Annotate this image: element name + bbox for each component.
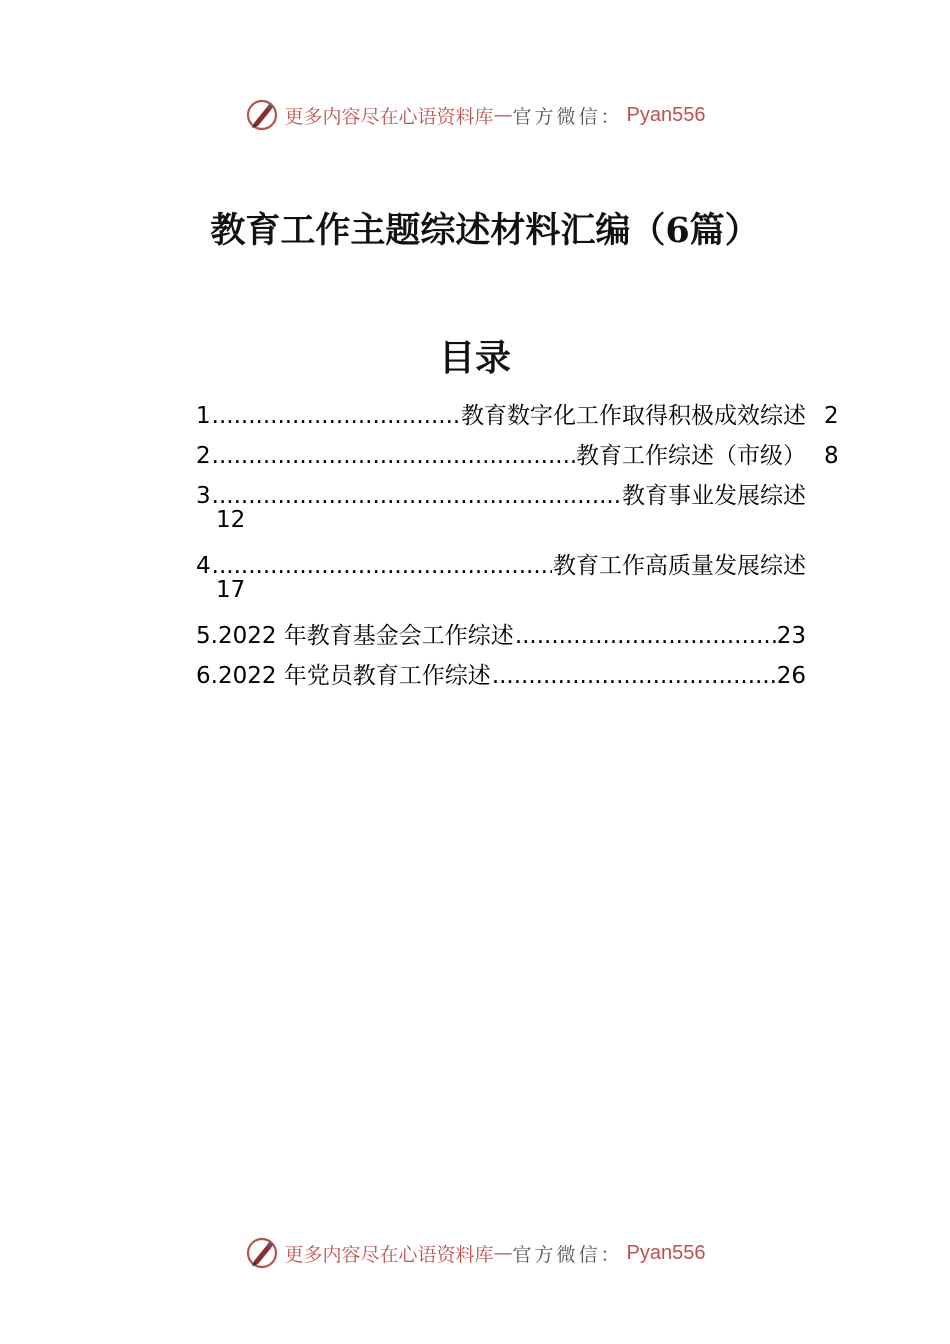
- toc-leader-dots: [212, 478, 621, 514]
- table-of-contents: [196, 398, 839, 698]
- toc-entry-title: 教育事业发展综述: [622, 483, 806, 509]
- toc-entry-number: 2: [196, 443, 211, 469]
- pen-logo-icon: [245, 1236, 279, 1270]
- toc-entry-number: 5.: [196, 623, 218, 649]
- banner-wechat-label: 官方微信：: [512, 105, 623, 128]
- toc-entry-page: 17: [216, 577, 246, 603]
- toc-entry-title: 教育工作综述（市级）: [576, 443, 806, 469]
- toc-entry-page: 2: [824, 403, 839, 429]
- toc-entry-2[interactable]: [196, 438, 839, 478]
- toc-leader-dots: [515, 618, 776, 654]
- banner-separator: —: [493, 1242, 513, 1264]
- toc-entry-6[interactable]: [196, 658, 806, 698]
- toc-heading: 目录: [438, 337, 511, 379]
- banner-wechat-label: 官方微信：: [512, 1243, 623, 1266]
- toc-entry-number: 4: [196, 553, 211, 579]
- toc-leader-dots: [212, 398, 460, 434]
- toc-entry-page: 8: [824, 443, 839, 469]
- banner-slogan: 更多内容尽在心语资料库: [284, 105, 494, 128]
- banner-wechat-id: Pyan556: [626, 103, 706, 126]
- toc-entry-number: 6.: [196, 663, 218, 689]
- toc-entry-title: 2022 年教育基金会工作综述: [217, 623, 514, 649]
- toc-leader-dots: [212, 438, 575, 474]
- toc-entry-page: 23: [776, 623, 806, 649]
- toc-entry-1[interactable]: [196, 398, 839, 438]
- toc-entry-3[interactable]: [196, 478, 806, 548]
- document-title: 教育工作主题综述材料汇编（6篇）: [210, 210, 760, 251]
- footer-banner: [0, 1233, 950, 1273]
- toc-entry-page: 26: [776, 663, 806, 689]
- pen-logo-icon: [245, 98, 279, 132]
- toc-entry-title: 教育数字化工作取得积极成效综述: [461, 403, 806, 429]
- toc-entry-number: 3: [196, 483, 211, 509]
- toc-entry-5[interactable]: [196, 618, 806, 658]
- toc-leader-dots: [212, 548, 552, 584]
- toc-entry-page: 12: [216, 507, 246, 533]
- toc-entry-4[interactable]: [196, 548, 806, 618]
- toc-entry-title: 2022 年党员教育工作综述: [217, 663, 491, 689]
- toc-leader-dots: [492, 658, 776, 694]
- toc-entry-number: 1: [196, 403, 211, 429]
- toc-entry-title: 教育工作高质量发展综述: [553, 553, 806, 579]
- header-banner: [0, 95, 950, 135]
- banner-slogan: 更多内容尽在心语资料库: [284, 1243, 494, 1266]
- banner-wechat-id: Pyan556: [626, 1241, 706, 1264]
- banner-separator: —: [493, 104, 513, 126]
